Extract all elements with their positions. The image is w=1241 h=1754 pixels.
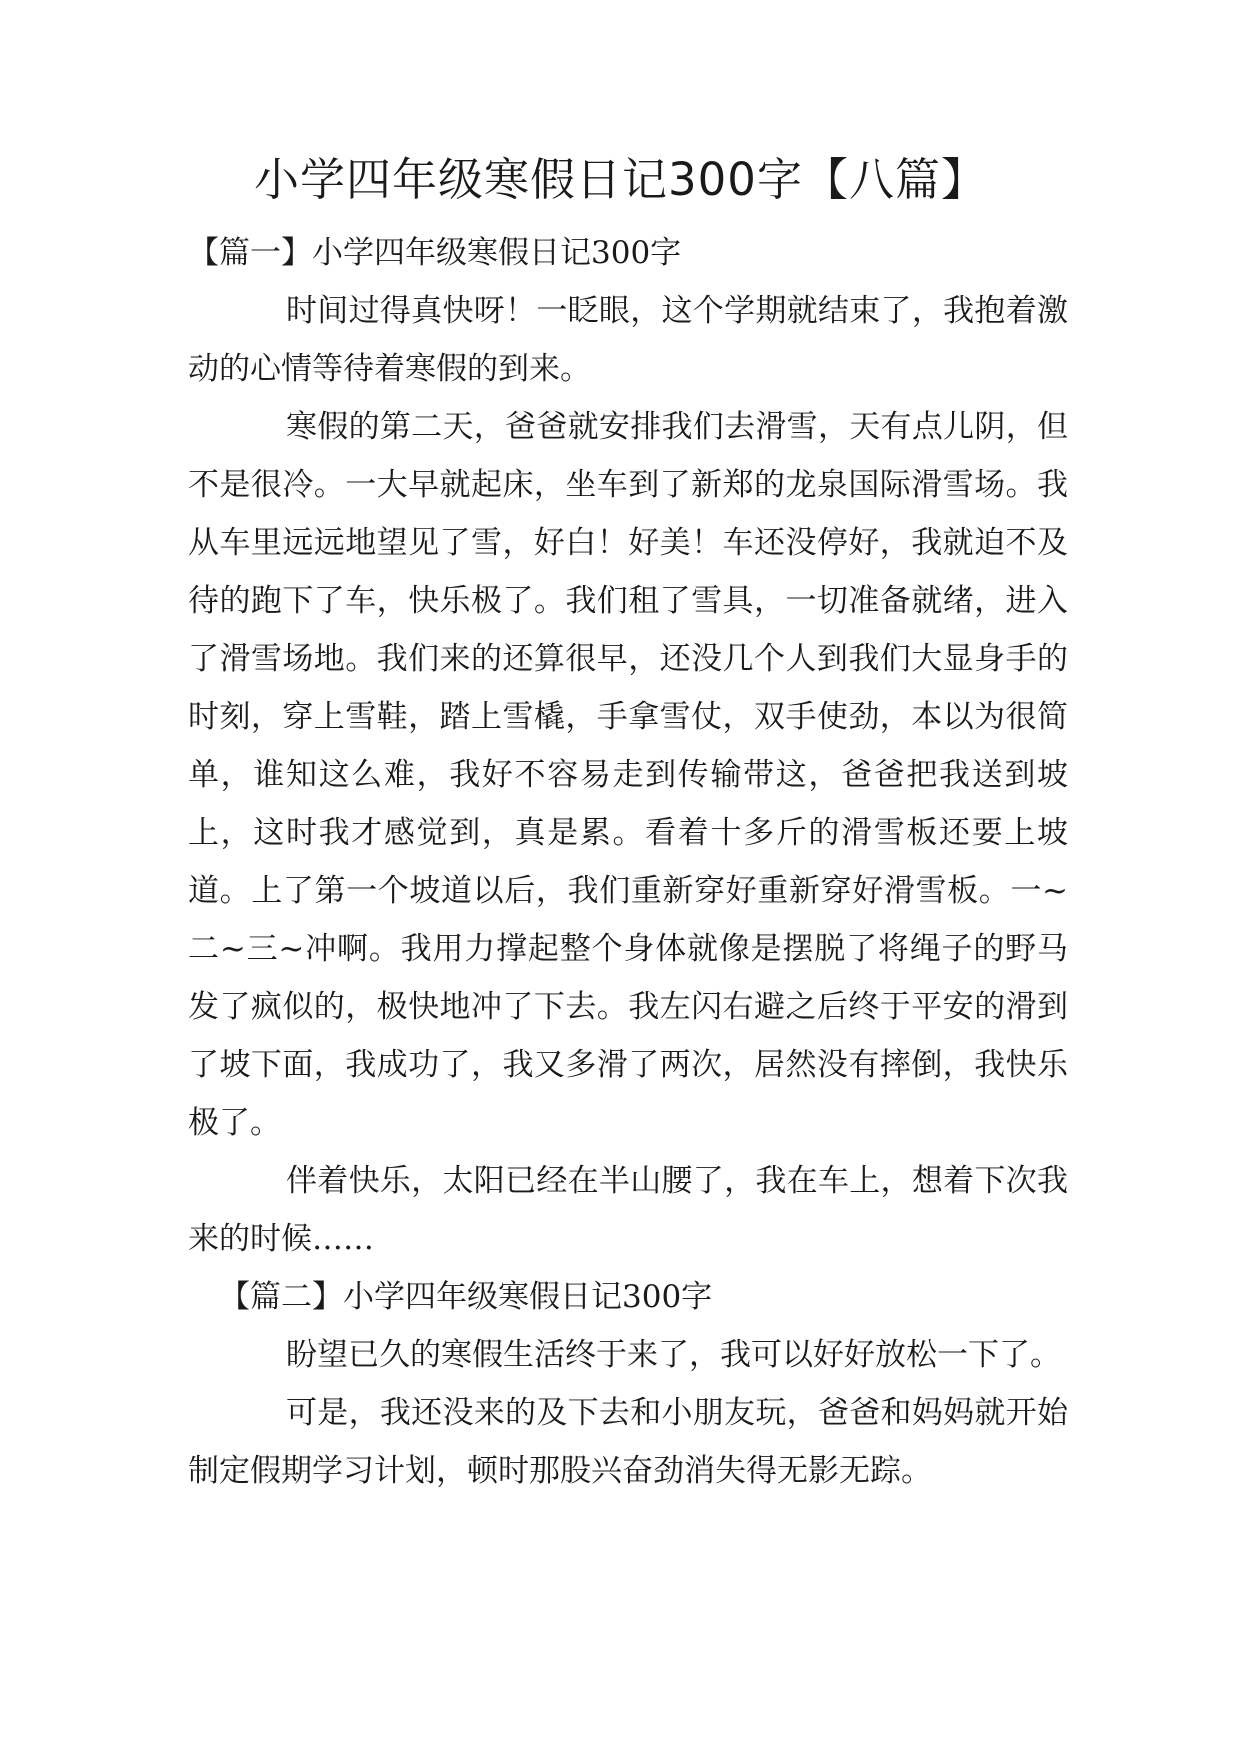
paragraph: 伴着快乐，太阳已经在半山腰了，我在车上，想着下次我来的时候…… <box>188 1163 1068 1257</box>
paragraph: 可是，我还没来的及下去和小朋友玩，爸爸和妈妈就开始制定假期学习计划，顿时那股兴奋劲消失得无影无踪。 <box>188 1395 1068 1489</box>
document-body <box>188 224 1068 1500</box>
paragraph: 时间过得真快呀！一眨眼，这个学期就结束了，我抱着激动的心情等待着寒假的到来。 <box>188 293 1068 387</box>
document-title: 小学四年级寒假日记300字【八篇】 <box>254 153 987 206</box>
section-heading-1: 【篇一】小学四年级寒假日记300字 <box>188 235 682 271</box>
section-heading-2: 【篇二】小学四年级寒假日记300字 <box>219 1279 713 1315</box>
paragraph: 寒假的第二天，爸爸就安排我们去滑雪，天有点儿阴，但不是很冷。一大早就起床，坐车到了新郑的龙泉国际滑雪场。我从车里远远地望见了雪，好白！好美！车还没停好，我就迫不及待的跑下了车，快乐极了。我们租了雪具，一切准备就绪，进入了滑雪场地。我们来的还算很早，还没几个人到我们大显身手的时刻，穿上雪鞋，踏上雪橇，手拿雪仗，双手使劲，本以为很简单，谁知这么难，我好不容易走到传输带这，爸爸把我送到坡上，这时我才感觉到，真是累。看着十多斤的滑雪板还要上坡道。上了第一个坡道以后，我们重新穿好重新穿好滑雪板。一~二~三~冲啊。我用力撑起整个身体就像是摆脱了将绳子的野马发了疯似的，极快地冲了下去。我左闪右避之后终于平安的滑到了坡下面，我成功了，我又多滑了两次，居然没有摔倒，我快乐极了。 <box>188 409 1068 1141</box>
paragraph: 盼望已久的寒假生活终于来了，我可以好好放松一下了。 <box>286 1337 1061 1373</box>
